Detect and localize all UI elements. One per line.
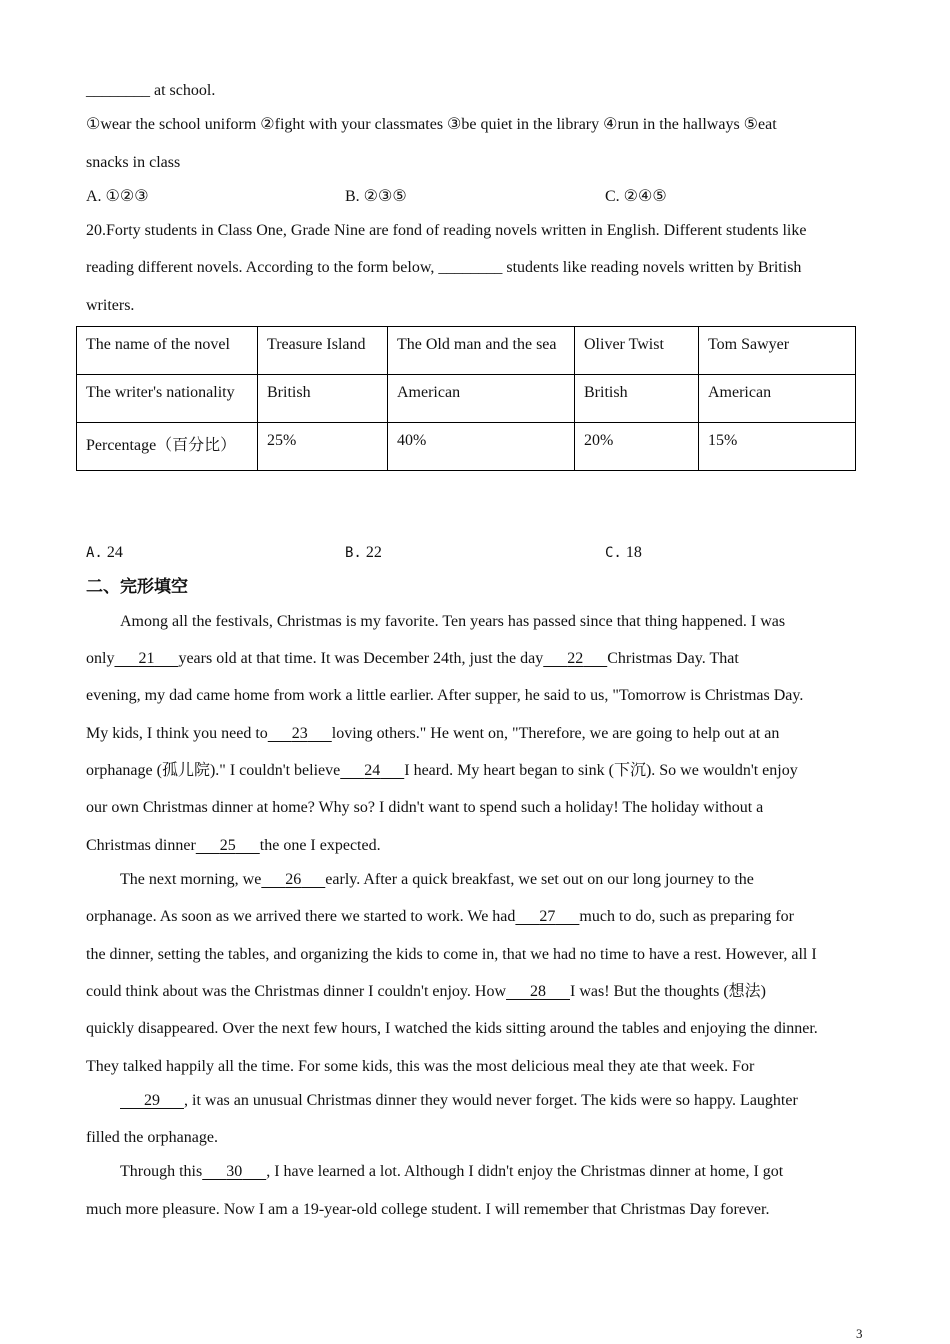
passage-line: evening, my dad came home from work a little earlier. After supper, he said to us, "Tomorrow is Christmas Day. [86,687,804,704]
table-cell: British [575,375,699,423]
q20-option-b: B. 22 [345,544,382,561]
table-row [77,423,856,471]
blank-30: 30 [226,1163,243,1180]
q19-option-c: C. ②④⑤ [605,188,667,205]
q20-option-c: C. 18 [605,544,642,561]
table-cell: American [699,375,856,423]
passage-line: Among all the festivals, Christmas is my favorite. Ten years has passed since that thing happened. I was [120,613,786,630]
blank-22: 22 [567,650,584,667]
blank-29: 29 [144,1092,160,1109]
table-cell: 15% [699,423,856,471]
passage-line: The next morning, we 26 early. After a quick breakfast, we set out on our long journey to the [120,871,754,888]
table-cell: British [258,375,388,423]
novel-table [76,326,856,471]
blank-28: 28 [530,983,546,1000]
q20-line2: reading different novels. According to the form below, ________ students like reading novels written by British [86,259,802,276]
blank-24: 24 [364,762,381,779]
q19-blank: ________ [86,82,150,99]
passage-line: They talked happily all the time. For some kids, this was the most delicious meal they ate that week. For [86,1058,755,1075]
passage-line: My kids, I think you need to 23 loving others." He went on, "Therefore, we are going to help out at an [86,725,780,742]
table-row [77,327,856,375]
page-number: 3 [856,1326,863,1341]
q19-option-a: A. ①②③ [86,188,149,205]
table-row [77,375,856,423]
passage-line: orphanage (孤儿院)." I couldn't believe 24 I heard. My heart began to sink (下沉). So we wouldn't enjoy [86,762,798,779]
blank-23: 23 [291,725,308,742]
passage-line: quickly disappeared. Over the next few hours, I watched the kids sitting around the tables and enjoying the dinner. [86,1020,818,1037]
table-cell: 25% [258,423,388,471]
passage-line: 29 , it was an unusual Christmas dinner they would never forget. The kids were so happy. Laughter [120,1091,798,1111]
table-cell: Tom Sawyer [699,327,856,375]
passage-line: could think about was the Christmas dinner I couldn't enjoy. How 28 I was! But the thoughts (想法) [86,983,766,1000]
q20-option-a: A. 24 [86,544,123,561]
passage-line: our own Christmas dinner at home? Why so? I didn't want to spend such a holiday! The holiday without a [86,799,764,816]
table-cell: 40% [388,423,575,471]
q19-option-b: B. ②③⑤ [345,188,407,205]
passage-line: the dinner, setting the tables, and organizing the kids to come in, that we had no time to have a rest. However, all I [86,946,817,963]
blank-25: 25 [219,837,236,854]
passage-line: Through this 30 , I have learned a lot. Although I didn't enjoy the Christmas dinner at home, I got [120,1163,784,1180]
q19-stem: ________ at school. [86,82,216,99]
table-cell: 20% [575,423,699,471]
passage-line: Christmas dinner 25 the one I expected. [86,837,381,854]
q20-line3: writers. [86,297,135,314]
blank-27: 27 [539,908,556,925]
q19-items-line2: snacks in class [86,154,181,171]
table-cell: Percentage（百分比） [77,423,258,471]
passage-line: orphanage. As soon as we arrived there we started to work. We had 27 much to do, such as preparing for [86,908,794,925]
q20-line1: 20.Forty students in Class One, Grade Nine are fond of reading novels written in English. Different students like [86,222,807,239]
q19-items-line1: ①wear the school uniform ②fight with your classmates ③be quiet in the library ④run in the hallways ⑤eat [86,116,777,133]
passage-line: much more pleasure. Now I am a 19-year-old college student. I will remember that Christmas Day forever. [86,1201,770,1218]
table-cell: The writer's nationality [77,375,258,423]
blank-26: 26 [285,871,302,888]
table-cell: The Old man and the sea [388,327,575,375]
blank-21: 21 [138,650,155,667]
passage-line: filled the orphanage. [86,1129,218,1146]
table-cell: Treasure Island [258,327,388,375]
table-cell: Oliver Twist [575,327,699,375]
passage-line: only 21 years old at that time. It was December 24th, just the day 22 Christmas Day. That [86,650,739,667]
section-title: 二、完形填空 [86,577,188,597]
table-cell: American [388,375,575,423]
table-cell: The name of the novel [77,327,258,375]
